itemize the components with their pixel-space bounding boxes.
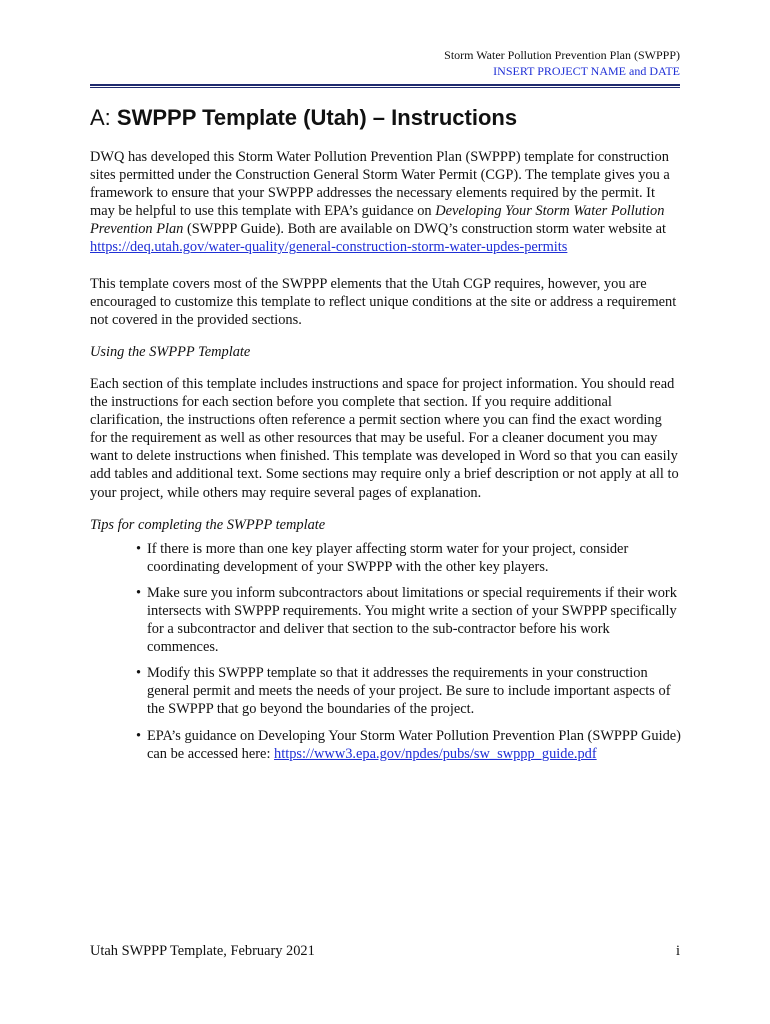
subheading-tips: Tips for completing the SWPPP template: [90, 516, 326, 533]
bullet-icon: •: [136, 540, 142, 557]
tips-list: [90, 540, 682, 763]
tip-text: Make sure you inform subcontractors about limitations or special requirements if their work intersects with SWPPP requirements. You might write a section of your SWPPP specifically for a subcontractor and deliver that section to the sub-contractor before his work commences.: [147, 584, 677, 656]
intro-text-b: (SWPPP Guide). Both are available on DWQ’s construction storm water website at: [183, 221, 667, 238]
header-doc-title: Storm Water Pollution Prevention Plan (SWPPP): [444, 48, 680, 62]
list-item: [125, 584, 682, 656]
using-paragraph: Each section of this template includes instructions and space for project information. You should read the instructions for each section before you complete that section. If you require additional clarification, the instructions often reference a permit section where you can find the exact wording for the requirement as well as other resources that may be useful. For a cleaner document you may want to delete instructions when finished. This template was developed in Word so that you can easily add tables and additional text. Some sections may require only a brief description or not apply at all to your project, while others may require several pages of explanation.: [90, 375, 679, 501]
header-project-name: INSERT PROJECT NAME and DATE: [493, 64, 680, 78]
tip-text: If there is more than one key player affecting storm water for your project, consider coordinating development of your SWPPP with the other key players.: [147, 540, 629, 575]
footer-doc-label: Utah SWPPP Template, February 2021: [90, 943, 315, 959]
dwq-website-link[interactable]: https://deq.utah.gov/water-quality/general-construction-storm-water-updes-permits: [90, 239, 568, 256]
tip-text: Modify this SWPPP template so that it addresses the requirements in your construction general permit and meets the needs of your project. Be sure to include important aspects of the SWPPP that go beyond the boundaries of the project.: [147, 665, 671, 718]
subheading-using: Using the SWPPP Template: [90, 343, 251, 360]
list-item: [125, 727, 682, 763]
section-letter: A:: [90, 105, 111, 130]
bullet-icon: •: [136, 665, 142, 682]
intro-text-a: DWQ has developed this Storm Water Pollution Prevention Plan (SWPPP) template for construction sites permitted under the Construction General Storm Water Permit (CGP). The template gives you a framework to ensure that your SWPPP addresses the necessary elements required by the permit. It may be helpful to use this template with EPA’s guidance on: [90, 149, 670, 220]
bullet-icon: •: [136, 584, 142, 601]
coverage-paragraph: This template covers most of the SWPPP elements that the Utah CGP requires, however, you are encouraged to customize this template to reflect unique conditions at the site or address a requirement not covered in the provided sections.: [90, 275, 677, 328]
guide-title: Developing Your Storm Water Pollution Prevention Plan: [90, 203, 665, 238]
body-content: [90, 148, 682, 771]
intro-paragraph: [90, 148, 682, 257]
running-header: [444, 47, 680, 79]
list-item: [125, 664, 682, 718]
epa-guide-link[interactable]: https://www3.epa.gov/npdes/pubs/sw_swppp_guide.pdf: [274, 745, 597, 762]
list-item: [125, 540, 682, 576]
header-rule: [90, 84, 680, 88]
tip-text: EPA’s guidance on Developing Your Storm Water Pollution Prevention Plan (SWPPP Guide) can be accessed here:: [147, 727, 681, 762]
bullet-icon: •: [136, 727, 142, 744]
page-number: i: [676, 943, 680, 959]
page-title: [90, 103, 517, 133]
section-title: SWPPP Template (Utah) – Instructions: [116, 105, 518, 130]
